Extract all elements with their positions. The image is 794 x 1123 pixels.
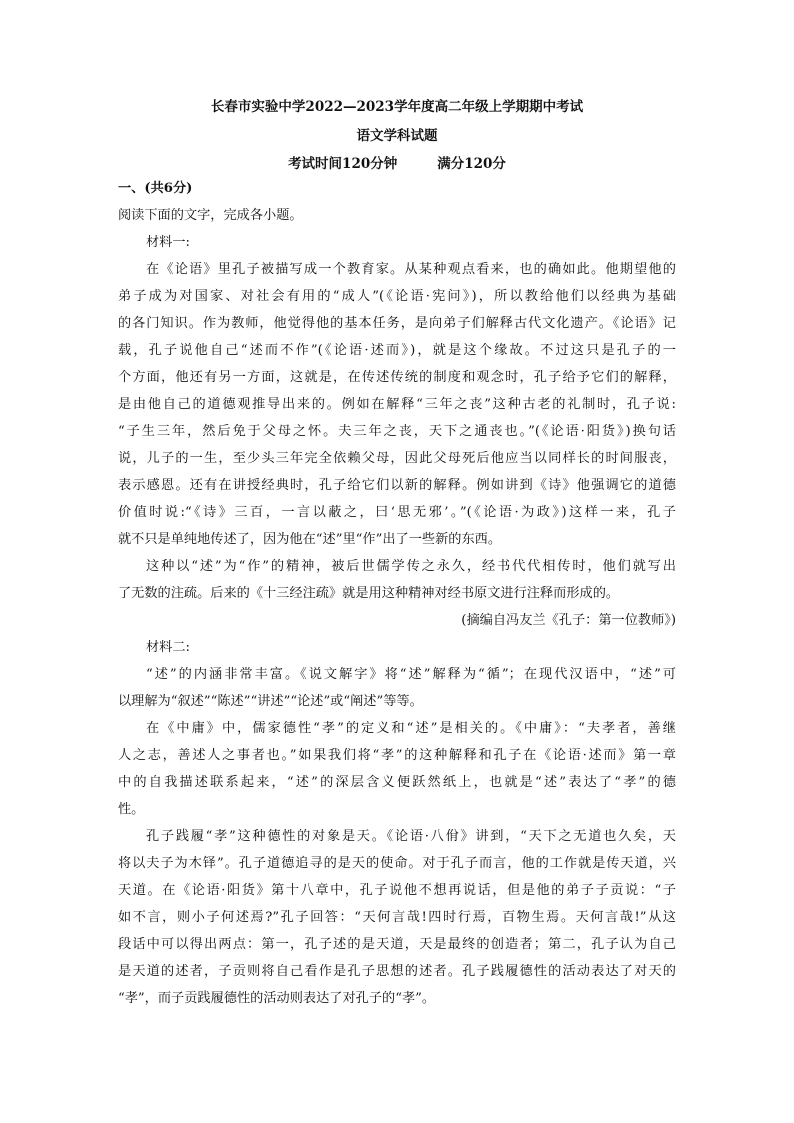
material1-line: 说，儿子的一生，至少头三年完全依赖父母，因此父母死后他应当以同样长的时间服丧， (118, 451, 676, 466)
material2-line: 天道。在《论语·阳货》第十八章中，孔子说他不想再说话，但是他的弟子子贡说：“子 (118, 883, 676, 898)
material2-line: 是天道的述者，子贡则将自己看作是孔子思想的述者。孔子践履德性的活动表达了对天的 (118, 964, 676, 979)
material2-line: 性。 (118, 802, 145, 817)
exam-score-label: 满分120分 (437, 156, 506, 172)
exam-title: 长春市实验中学2022—2023学年度高二年级上学期期中考试 (210, 99, 584, 115)
material2-line: 如不言，则小子何述焉?”孔子回答：“天何言哉!四时行焉，百物生焉。天何言哉!”从这 (118, 910, 676, 925)
exam-info (0, 152, 794, 172)
section-heading: 一、(共6分) (118, 181, 193, 196)
exam-time-label: 考试时间120分钟 (288, 156, 398, 172)
material1-line: “子生三年，然后免于父母之怀。夫三年之丧，天下之通丧也。”(《论语·阳货》)换句话 (118, 424, 676, 439)
material2-line: 中的自我描述联系起来，“述”的深层含义便跃然纸上，也就是“述”表达了“孝”的德 (118, 775, 676, 790)
material1-line: 是由他自己的道德观推导出来的。例如在解释“三年之丧”这种古老的礼制时，孔子说: (118, 397, 676, 412)
material1-line: 了无数的注疏。后来的《十三经注疏》就是用这种精神对经书原文进行注释而形成的。 (118, 586, 620, 601)
material2-line: 以理解为“叙述”“陈述”“讲述”“论述”或“阐述”等等。 (118, 694, 423, 709)
material2-line: 段话中可以得出两点：第一，孔子述的是天道，天是最终的创造者；第二，孔子认为自己 (118, 937, 676, 952)
material2-line: 在《中庸》中，儒家德性“孝”的定义和“述”是相关的。《中庸》：“夫孝者，善继 (146, 721, 676, 736)
material2-line: 将以夫子为木铎”。孔子道德追寻的是天的使命。对于孔子而言，他的工作就是传天道，兴 (118, 856, 676, 871)
material2-line: 孔子践履“孝”这种德性的对象是天。《论语·八佾》讲到，“天下之无道也久矣，天 (146, 829, 676, 844)
material1-label: 材料一: (146, 235, 191, 250)
material1-line: 表示感恩。还有在讲授经典时，孔子给它们以新的解释。例如讲到《诗》他强调它的道德 (118, 478, 676, 493)
material2-line: 人之志，善述人之事者也。”如果我们将“孝”的这种解释和孔子在《论语·述而》第一章 (118, 748, 676, 763)
material1-line: 弟子成为对国家、对社会有用的“成人”(《论语·宪问》)，所以教给他们以经典为基础 (118, 289, 676, 304)
material1-line: 载，孔子说他自己“述而不作”(《论语·述而》)，就是这个缘故。不过这只是孔子的一 (118, 343, 676, 358)
material2-line: “述”的内涵非常丰富。《说文解字》将“述”解释为“循”；在现代汉语中，“述”可 (146, 667, 676, 682)
material2-line: “孝”，而子贡践履德性的活动则表达了对孔子的“孝”。 (118, 991, 436, 1006)
material1-line: 在《论语》里孔子被描写成一个教育家。从某种观点看来，也的确如此。他期望他的 (146, 262, 676, 277)
material2-label: 材料二: (146, 640, 191, 655)
material1-source: (摘编自冯友兰《孔子：第一位教师》) (461, 613, 676, 628)
material1-line: 个方面，他还有另一方面，这就是，在传述传统的制度和观念时，孔子给予它们的解释， (118, 370, 676, 385)
exam-subtitle: 语文学科试题 (356, 128, 438, 144)
material1-line: 的各门知识。作为教师，他觉得他的基本任务，是向弟子们解释古代文化遗产。《论语》记 (118, 316, 676, 331)
material1-line: 这种以“述”为“作”的精神，被后世儒学传之永久，经书代代相传时，他们就写出 (146, 559, 676, 574)
material1-line: 价值时说:“《诗》三百，一言以蔽之，曰‘思无邪’。”(《论语·为政》)这样一来，孔子 (118, 505, 676, 520)
section-instruction: 阅读下面的文字，完成各小题。 (118, 208, 303, 223)
material1-line: 就不只是单纯地传述了，因为他在“述”里“作”出了一些新的东西。 (118, 532, 502, 547)
